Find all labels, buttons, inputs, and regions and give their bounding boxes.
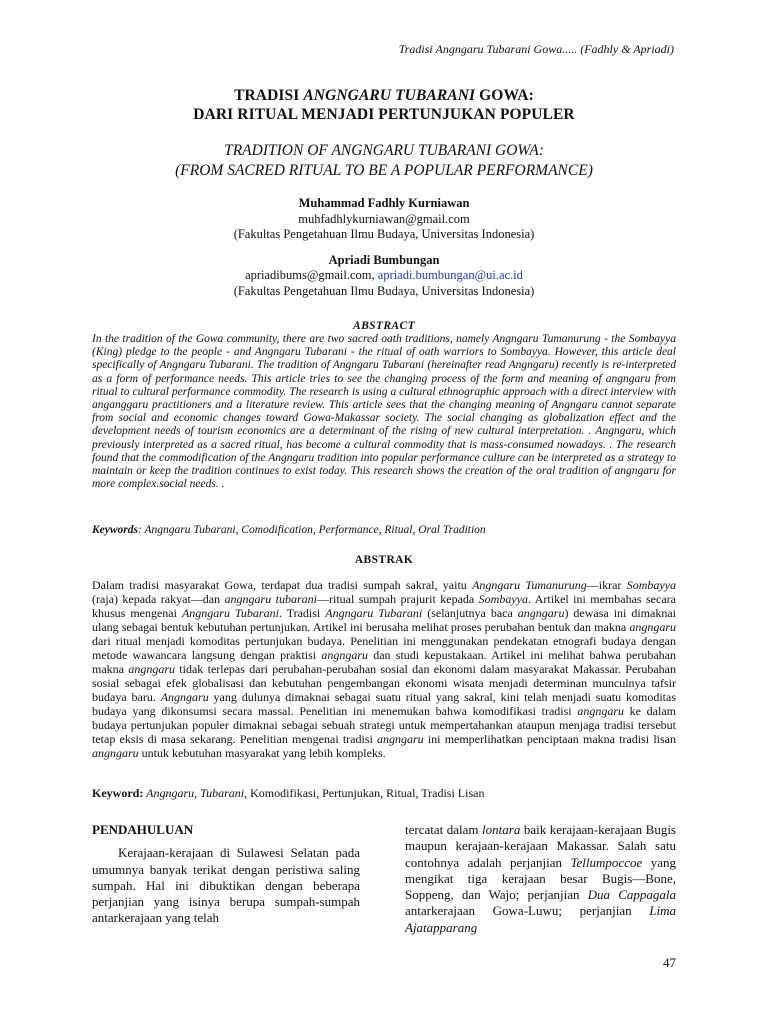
keywords-list: : Angngaru Tubarani, Comodification, Performance, Ritual, Oral Tradition xyxy=(138,524,486,536)
abstrak-text-segment: Angngaru Tubarani xyxy=(325,606,423,620)
keywords-indonesian xyxy=(92,786,676,800)
keywords-english xyxy=(92,523,676,537)
abstrak-text-segment: Sombayya xyxy=(478,592,528,606)
keyword-label: Keyword: xyxy=(92,786,144,800)
abstrak-text-segment: angngaru xyxy=(321,648,369,662)
abstrak-text-segment: ini memperlihatkan penciptaan makna tradisi lisan xyxy=(423,732,676,746)
abstrak-text-segment: (selanjutnya baca xyxy=(422,606,518,620)
title-en-line1: TRADITION OF ANGNGARU TUBARANI GOWA: xyxy=(224,142,544,159)
abstrak-text-segment: ) dewasa ini dimaknai ulang sebagai bentuk kebutuhan pertunjukan. Artikel ini berusaha melihat proses perubahan bentuk dan makna xyxy=(92,606,677,634)
title-id-part: GOWA: xyxy=(475,87,534,104)
abstrak-text-segment: angngaru xyxy=(377,732,424,746)
intro-paragraph-continued xyxy=(405,822,676,936)
title-en-line2: (FROM SACRED RITUAL TO BE A POPULAR PERFORMANCE) xyxy=(175,162,593,179)
intro-text-segment: yang mengikat tiga kerajaan besar Bugis—Bone, Soppeng, dan Wajo; perjanjian xyxy=(405,854,676,903)
abstrak-text-segment: Sombayya xyxy=(626,578,677,592)
abstrak-text-segment: angngaru xyxy=(629,620,676,634)
intro-text-segment: Dua Cappagala xyxy=(587,887,677,903)
abstrak-text-segment: dari ritual menjadi komoditas pertunjukan budaya. Penelitian ini menggunakan pendekatan etnografi budaya dengan metode wawancara langsung dengan praktisi xyxy=(92,634,676,662)
abstrak-text-segment: angngaru tubarani xyxy=(224,592,317,606)
abstrak-body xyxy=(92,578,676,760)
abstrak-text-segment: Angngaru Tubarani xyxy=(181,606,279,620)
page-number: 47 xyxy=(663,955,676,970)
abstrak-text-segment: Angngaru xyxy=(160,690,209,704)
intro-text-segment: baik kerajaan-kerajaan Bugis maupun kerajaan-kerajaan Makassar. Salah satu contohnya adalah perjanjian xyxy=(405,822,676,870)
title-indonesian xyxy=(0,86,768,124)
keyword-segment: Angngaru, Tubarani xyxy=(143,786,245,800)
abstrak-text-segment: yang dulunya dimaknai sebagai suatu ritual yang sakral, kini telah menjadi suatu komoditas budaya yang dikonsumsi secara massal. Penelitian ini menemukan bahwa komodifikasi tradisi xyxy=(92,690,676,718)
abstrak-text-segment: angngaru xyxy=(577,704,624,718)
author-affiliation: (Fakultas Pengetahuan Ilmu Budaya, Universitas Indonesia) xyxy=(233,283,535,298)
title-block xyxy=(0,86,768,181)
abstrak-text-segment: Angngaru Tumanurung xyxy=(472,578,587,592)
abstrak-text-segment: angngaru xyxy=(517,606,565,620)
intro-text-segment: Tellumpoccoe xyxy=(570,854,643,870)
abstrak-text-segment: —ikrar xyxy=(586,578,627,592)
intro-text-segment: tercatat dalam xyxy=(405,822,483,837)
abstrak-text-segment: tidak terlepas dari perubahan-perubahan sosial dan ekonomi dalam masyarakat Makassar. Perubahan sosial sebagai efek globalisasi dan kebutuhan pengembangan ekonomi wisata menjadi determinan munculnya tafsir budaya baru. xyxy=(92,662,676,704)
abstrak-text-segment: . Tradisi xyxy=(278,606,326,620)
abstrak-text-segment: dan studi kepustakaan. Artikel ini melihat bahwa perubahan makna xyxy=(92,648,676,676)
author-email-link[interactable]: apriadi.bumbungan@ui.ac.id xyxy=(377,268,523,282)
abstrak-text-segment: (raja) kepada rakyat—dan xyxy=(92,592,225,606)
author-email: apriadibums@gmail.com, xyxy=(245,268,378,282)
abstrak-text-segment: angngaru xyxy=(128,662,175,676)
running-header: Tradisi Angngaru Tubarani Gowa..... (Fadhly & Apriadi) xyxy=(398,42,674,56)
abstrak-heading: ABSTRAK xyxy=(354,554,414,566)
intro-text-segment: lontara xyxy=(482,822,521,837)
abstrak-text-segment: angngaru xyxy=(92,746,139,760)
abstrak-text-segment: untuk kebutuhan masyarakat yang lebih kompleks. xyxy=(138,746,386,760)
author-name: Apriadi Bumbungan xyxy=(328,252,440,267)
title-id-line2: DARI RITUAL MENJADI PERTUNJUKAN POPULER xyxy=(193,106,575,123)
title-english xyxy=(0,141,768,181)
abstract-heading: ABSTRACT xyxy=(353,320,415,332)
author-email: muhfadhlykurniawan@gmail.com xyxy=(298,211,470,226)
title-id-italic: ANGNGARU TUBARANI xyxy=(303,87,476,104)
intro-right-column xyxy=(405,822,676,936)
intro-paragraph: Kerajaan-kerajaan di Sulawesi Selatan pada umumnya banyak terikat dengan peristiwa saling sumpah. Hal ini dibuktikan dengan beberapa perjanjian yang isinya berupa sumpah-sumpah antarkerajaan yang telah xyxy=(92,845,360,926)
intro-text-segment: antarkerajaan Gowa-Luwu; perjanjian xyxy=(405,903,650,919)
intro-text-segment: Lima Ajatapparang xyxy=(405,903,676,935)
keyword-segment: , Komodifikasi, Pertunjukan, Ritual, Tradisi Lisan xyxy=(244,786,485,800)
abstract-body: In the tradition of the Gowa community, there are two sacred oath traditions, namely Angngaru Tumanurung - the Sombayya (King) pledge to the people - and Angngaru Tubarani - the ritual of oath warriors to Sombayya. However, this article deal specifically of Angngaru Tubarani. The tradition of Angngaru Tubarani (hereinafter read Angngaru) recently is re-interpreted as a form of performance needs. This article tries to see the changing process of the form and meaning of angngaru from ritual to cultural performance commodity. The research is using a cultural ethnographic approach with a direct interview with anganggaru practitioners and a literature review. This article sees that the changing meaning of Angngaru cannot separate from social and economic changes toward Gowa-Makassar society. The social changing as globalization effect and the development needs of tourism economics are a determinant of the rising of new cultural interpretation. . Angngaru, which previously interpreted as a sacred ritual, has become a cultural commodity that is mass-consumed nowadays. . The research found that the commodification of the Angngaru tradition into popular performance culture can be interpreted as a strategy to maintain or keep the tradition continues to exist today. This research shows the creation of the oral tradition of angngaru for more complex.social needs. . xyxy=(92,333,676,491)
section-heading: PENDAHULUAN xyxy=(92,822,194,837)
authors-block xyxy=(0,196,768,299)
keywords-label: Keywords xyxy=(92,524,138,536)
author-affiliation: (Fakultas Pengetahuan Ilmu Budaya, Universitas Indonesia) xyxy=(233,227,535,241)
author-emails xyxy=(0,268,768,284)
abstrak-text-segment: Dalam tradisi masyarakat Gowa, terdapat dua tradisi sumpah sakral, yaitu xyxy=(92,578,473,592)
abstrak-text-segment: ke dalam budaya pertunjukan populer dimaknai sebagai sebuah strategi untuk mempertahankan ataupun menjaga tradisi tersebut tetap eksis di masa sekarang. Penelitian mengenai tradisi xyxy=(92,704,676,746)
abstrak-text-segment: . Artikel ini membahas secara khusus mengenai xyxy=(92,592,676,620)
author-name: Muhammad Fadhly Kurniawan xyxy=(298,196,470,210)
abstrak-text-segment: —ritual sumpah prajurit kepada xyxy=(316,592,479,606)
title-id-part: TRADISI xyxy=(234,87,304,104)
keyword-list xyxy=(143,786,484,800)
intro-left-column xyxy=(92,822,360,927)
